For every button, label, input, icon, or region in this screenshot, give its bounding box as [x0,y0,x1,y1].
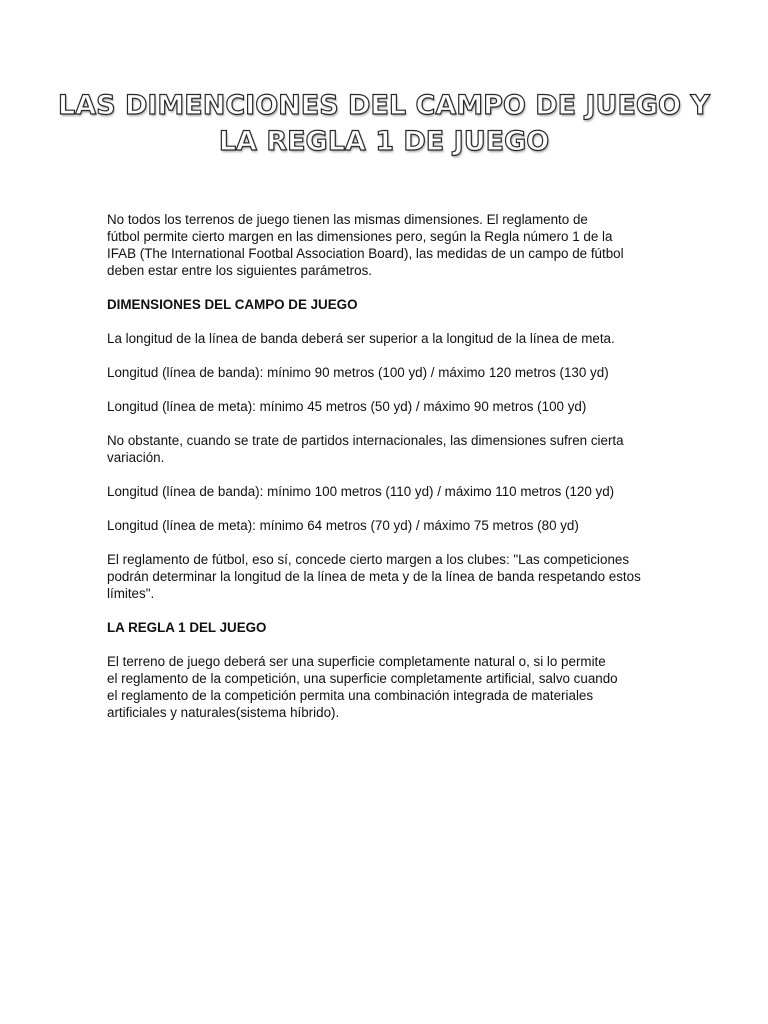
text-line: El reglamento de fútbol, eso sí, concede cierto margen a los clubes: "Las competiciones [107,552,630,567]
paragraph-banda-superior: La longitud de la línea de banda deberá ser superior a la longitud de la línea de meta. [107,331,615,346]
title-line-1: LAS DIMENCIONES DEL CAMPO DE JUEGO Y [58,90,710,121]
text-line: deben estar entre los siguientes parámetros. [107,263,372,278]
text-line: No todos los terrenos de juego tienen las mismas dimensiones. El reglamento de [107,212,588,227]
text-line: variación. [107,450,165,465]
text-line: El terreno de juego deberá ser una superficie completamente natural o, si lo permite [107,654,606,669]
section-heading-dimensions: DIMENSIONES DEL CAMPO DE JUEGO [107,297,358,312]
text-line: límites". [107,586,155,601]
paragraph-terreno [107,653,667,721]
title-line-2: LA REGLA 1 DE JUEGO [218,126,550,157]
paragraph-meta-standard: Longitud (línea de meta): mínimo 45 metros (50 yd) / máximo 90 metros (100 yd) [107,399,587,414]
paragraph-banda-international: Longitud (línea de banda): mínimo 100 metros (110 yd) / máximo 110 metros (120 yd) [107,484,615,499]
text-line: IFAB (The International Footbal Association Board), las medidas de un campo de fútbol [107,246,624,261]
document-title [0,88,768,160]
text-line: No obstante, cuando se trate de partidos internacionales, las dimensiones sufren cierta [107,433,624,448]
text-line: el reglamento de la competición permita una combinación integrada de materiales [107,688,594,703]
paragraph-banda-standard: Longitud (línea de banda): mínimo 90 metros (100 yd) / máximo 120 metros (130 yd) [107,365,609,380]
paragraph-clubs [107,551,667,602]
text-line: fútbol permite cierto margen en las dimensiones pero, según la Regla número 1 de la [107,229,613,244]
section-heading-regla: LA REGLA 1 DEL JUEGO [107,620,267,635]
text-line: el reglamento de la competición, una superficie completamente artificial, salvo cuando [107,671,618,686]
paragraph-meta-international: Longitud (línea de meta): mínimo 64 metros (70 yd) / máximo 75 metros (80 yd) [107,518,579,533]
text-line: artificiales y naturales(sistema híbrido). [107,705,340,720]
text-line: podrán determinar la longitud de la línea de meta y de la línea de banda respetando estos [107,569,641,584]
intro-paragraph [107,211,667,279]
paragraph-international [107,432,667,466]
document-body [107,211,667,738]
